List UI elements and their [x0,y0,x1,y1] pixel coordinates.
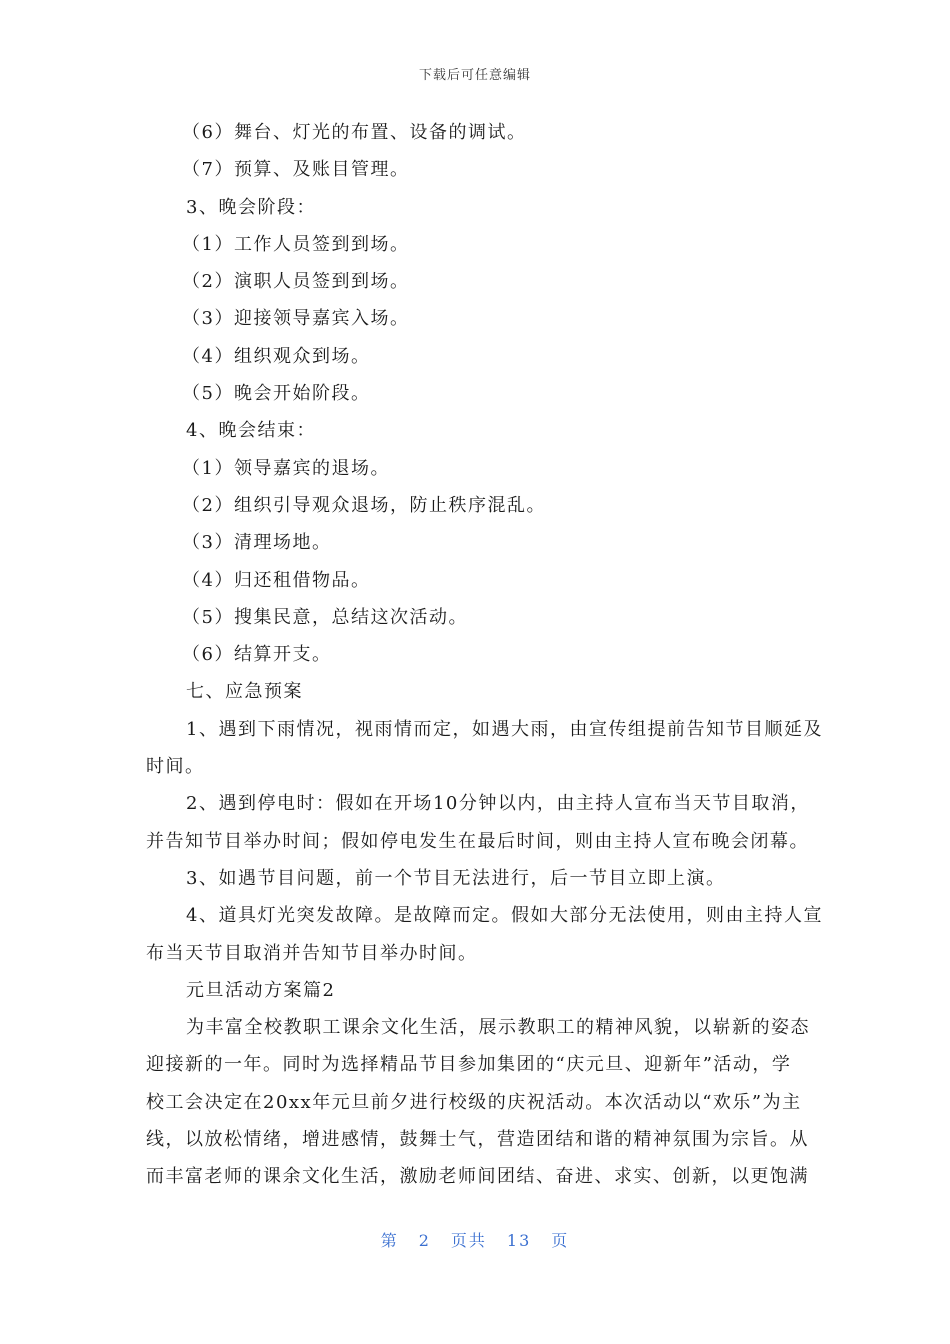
paragraph-line: 1、遇到下雨情况，视雨情而定，如遇大雨，由宣传组提前告知节目顺延及 [186,718,823,740]
paragraph-line: 并告知节目举办时间；假如停电发生在最后时间，则由主持人宣布晚会闭幕。 [146,830,809,852]
paragraph-line: 线，以放松情绪，增进感情，鼓舞士气，营造团结和谐的精神氛围为宗旨。从 [146,1129,809,1151]
paragraph-line: （1）领导嘉宾的退场。 [182,457,390,479]
footer-suffix: 页 [551,1231,570,1250]
paragraph-line: 4、道具灯光突发故障。是故障而定。假如大部分无法使用，则由主持人宣 [186,905,823,927]
paragraph-line: （1）工作人员签到到场。 [182,233,410,255]
paragraph-line: （4）组织观众到场。 [182,345,371,367]
paragraph-line: 而丰富老师的课余文化生活，激励老师间团结、奋进、求实、创新，以更饱满 [146,1166,809,1188]
paragraph-line: （2）演职人员签到到场。 [182,271,410,293]
document-body [146,114,823,1196]
footer-middle: 页共 [450,1231,487,1250]
section-heading: 七、应急预案 [186,681,303,703]
paragraph-line: 3、如遇节目问题，前一个节目无法进行，后一节目立即上演。 [186,867,726,889]
paragraph-line: 时间。 [146,756,205,778]
paragraph-line: 布当天节目取消并告知节目举办时间。 [146,942,478,964]
page-header: 下载后可任意编辑 [418,68,531,83]
paragraph-line: （4）归还租借物品。 [182,569,371,591]
paragraph-line: （2）组织引导观众退场，防止秩序混乱。 [182,494,546,516]
paragraph-line: 校工会决定在20xx年元旦前夕进行校级的庆祝活动。本次活动以“欢乐”为主 [146,1091,802,1113]
footer-prefix: 第 [380,1231,399,1250]
paragraph-line: （6）舞台、灯光的布置、设备的调试。 [182,122,527,143]
section-heading: 3、晚会阶段： [186,196,316,218]
page-footer [0,1228,950,1251]
page-total: 13 [506,1231,532,1250]
paragraph-line: （3）迎接领导嘉宾入场。 [182,308,410,330]
paragraph-line: （5）晚会开始阶段。 [182,383,371,405]
paragraph-line: （6）结算开支。 [182,644,332,666]
section-heading: 元旦活动方案篇2 [186,979,336,1001]
paragraph-line: 为丰富全校教职工课余文化生活，展示教职工的精神风貌，以崭新的姿态 [186,1017,810,1039]
paragraph-line: （5）搜集民意，总结这次活动。 [182,606,468,628]
paragraph-line: 迎接新的一年。同时为选择精品节目参加集团的“庆元旦、迎新年”活动，学 [146,1054,792,1076]
paragraph-line: （7）预算、及账目管理。 [182,159,410,181]
section-heading: 4、晚会结束： [186,420,316,442]
paragraph-line: （3）清理场地。 [182,532,332,554]
paragraph-line: 2、遇到停电时：假如在开场10分钟以内，由主持人宣布当天节目取消， [186,793,810,815]
page-number: 2 [418,1231,431,1250]
